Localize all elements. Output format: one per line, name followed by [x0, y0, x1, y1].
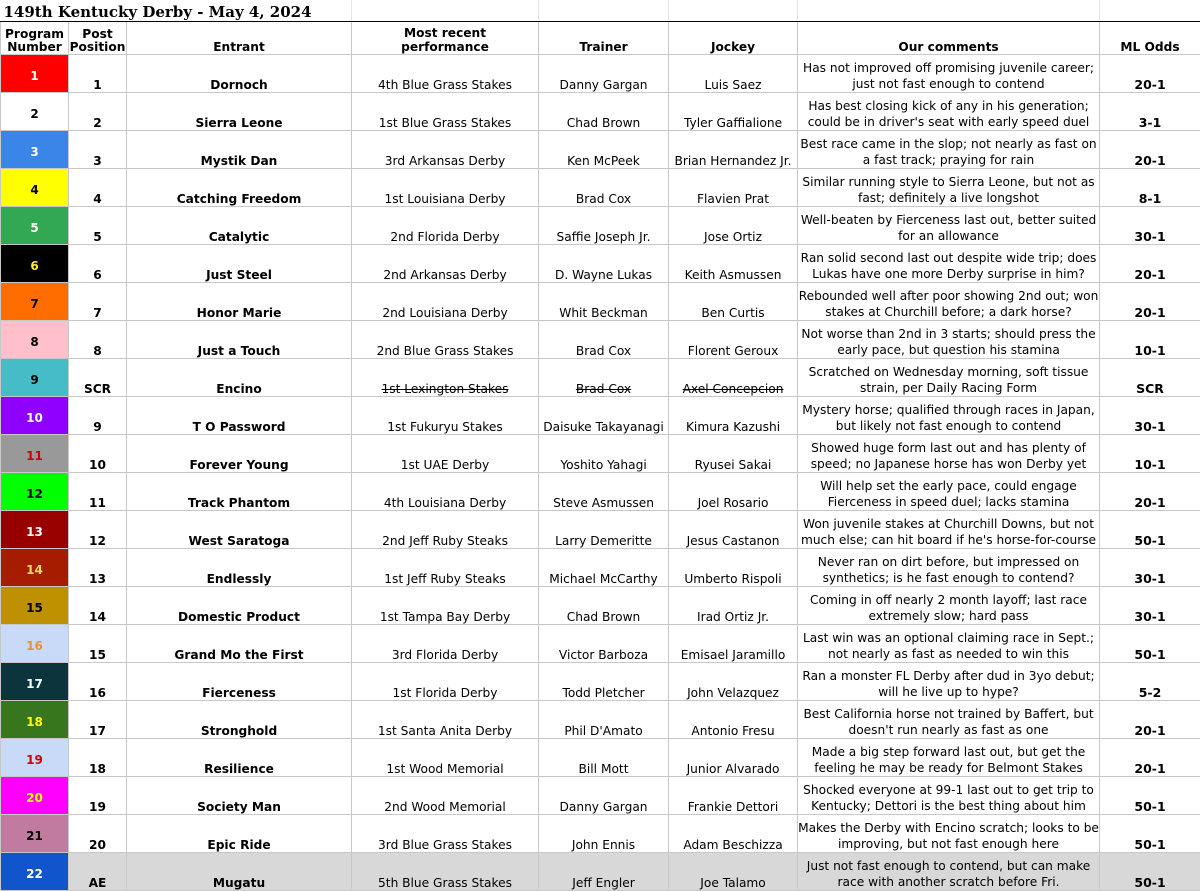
- table-row: [1, 397, 1200, 435]
- header-ml-odds: ML Odds: [1100, 22, 1200, 55]
- comment: Has not improved off promising juvenile career; just not fast enough to contend: [798, 55, 1100, 93]
- trainer-name: Danny Gargan: [539, 777, 669, 815]
- post-position: 19: [69, 777, 127, 815]
- ml-odds: 50-1: [1100, 777, 1200, 815]
- table-row: [1, 815, 1200, 853]
- header-most-recent-performance: Most recent performance: [352, 22, 539, 55]
- entrant-name: Dornoch: [127, 55, 352, 93]
- comment: Rebounded well after poor showing 2nd out; won stakes at Churchill before; a dark horse?: [798, 283, 1100, 321]
- post-position: 14: [69, 587, 127, 625]
- jockey-name: Junior Alvarado: [669, 739, 798, 777]
- program-number: 13: [1, 511, 69, 549]
- trainer-name: Larry Demeritte: [539, 511, 669, 549]
- entrant-name: Epic Ride: [127, 815, 352, 853]
- comment: Scratched on Wednesday morning, soft tissue strain, per Daily Racing Form: [798, 359, 1100, 397]
- entrant-name: Just a Touch: [127, 321, 352, 359]
- entrant-name: Catalytic: [127, 207, 352, 245]
- jockey-name: Jesus Castanon: [669, 511, 798, 549]
- ml-odds: 10-1: [1100, 435, 1200, 473]
- jockey-name: Jose Ortiz: [669, 207, 798, 245]
- ml-odds: 20-1: [1100, 283, 1200, 321]
- ml-odds: 50-1: [1100, 853, 1200, 891]
- program-number: 7: [1, 283, 69, 321]
- most-recent-performance: 3rd Florida Derby: [352, 625, 539, 663]
- trainer-name: Brad Cox: [539, 169, 669, 207]
- program-number: 1: [1, 55, 69, 93]
- program-number: 15: [1, 587, 69, 625]
- comment: Never ran on dirt before, but impressed on synthetics; is he fast enough to contend?: [798, 549, 1100, 587]
- post-position: 15: [69, 625, 127, 663]
- table-row: [1, 739, 1200, 777]
- ml-odds: 20-1: [1100, 131, 1200, 169]
- comment: Won juvenile stakes at Churchill Downs, but not much else; can hit board if he's horse-for-course: [798, 511, 1100, 549]
- entrant-name: Endlessly: [127, 549, 352, 587]
- jockey-name: Axel Concepcion: [669, 359, 798, 397]
- program-number: 20: [1, 777, 69, 815]
- entrant-name: T O Password: [127, 397, 352, 435]
- post-position: AE: [69, 853, 127, 891]
- entrant-name: Resilience: [127, 739, 352, 777]
- most-recent-performance: 5th Blue Grass Stakes: [352, 853, 539, 891]
- program-number: 18: [1, 701, 69, 739]
- most-recent-performance: 2nd Wood Memorial: [352, 777, 539, 815]
- post-position: 7: [69, 283, 127, 321]
- most-recent-performance: 2nd Florida Derby: [352, 207, 539, 245]
- table-row: [1, 283, 1200, 321]
- ml-odds: 30-1: [1100, 549, 1200, 587]
- entrant-name: Stronghold: [127, 701, 352, 739]
- comment: Not worse than 2nd in 3 starts; should press the early pace, but question his stamina: [798, 321, 1100, 359]
- comment: Well-beaten by Fierceness last out, better suited for an allowance: [798, 207, 1100, 245]
- program-number: 12: [1, 473, 69, 511]
- jockey-name: Frankie Dettori: [669, 777, 798, 815]
- program-number: 22: [1, 853, 69, 891]
- ml-odds: 8-1: [1100, 169, 1200, 207]
- entrant-name: Fierceness: [127, 663, 352, 701]
- trainer-name: Todd Pletcher: [539, 663, 669, 701]
- jockey-name: Antonio Fresu: [669, 701, 798, 739]
- jockey-name: Luis Saez: [669, 55, 798, 93]
- entrant-name: Society Man: [127, 777, 352, 815]
- table-row: [1, 853, 1200, 891]
- most-recent-performance: 1st Florida Derby: [352, 663, 539, 701]
- ml-odds: 5-2: [1100, 663, 1200, 701]
- program-number: 17: [1, 663, 69, 701]
- comment: Made a big step forward last out, but get the feeling he may be ready for Belmont Stakes: [798, 739, 1100, 777]
- most-recent-performance: 2nd Blue Grass Stakes: [352, 321, 539, 359]
- comment: Best race came in the slop; not nearly as fast on a fast track; praying for rain: [798, 131, 1100, 169]
- jockey-name: Keith Asmussen: [669, 245, 798, 283]
- trainer-name: Steve Asmussen: [539, 473, 669, 511]
- table-row: [1, 587, 1200, 625]
- most-recent-performance: 2nd Arkansas Derby: [352, 245, 539, 283]
- post-position: SCR: [69, 359, 127, 397]
- most-recent-performance: 4th Louisiana Derby: [352, 473, 539, 511]
- comment: Best California horse not trained by Baffert, but doesn't run nearly as fast as one: [798, 701, 1100, 739]
- post-position: 12: [69, 511, 127, 549]
- comment: Has best closing kick of any in his generation; could be in driver's seat with early speed duel: [798, 93, 1100, 131]
- comment: Ran solid second last out despite wide trip; does Lukas have one more Derby surprise in him?: [798, 245, 1100, 283]
- jockey-name: Flavien Prat: [669, 169, 798, 207]
- most-recent-performance: 1st Jeff Ruby Steaks: [352, 549, 539, 587]
- post-position: 5: [69, 207, 127, 245]
- most-recent-performance: 1st Wood Memorial: [352, 739, 539, 777]
- table-row: [1, 777, 1200, 815]
- post-position: 4: [69, 169, 127, 207]
- post-position: 17: [69, 701, 127, 739]
- ml-odds: 50-1: [1100, 625, 1200, 663]
- ml-odds: 20-1: [1100, 701, 1200, 739]
- post-position: 18: [69, 739, 127, 777]
- post-position: 13: [69, 549, 127, 587]
- comment: Coming in off nearly 2 month layoff; last race extremely slow; hard pass: [798, 587, 1100, 625]
- table-row: [1, 207, 1200, 245]
- entrant-name: Encino: [127, 359, 352, 397]
- program-number: 11: [1, 435, 69, 473]
- most-recent-performance: 2nd Louisiana Derby: [352, 283, 539, 321]
- post-position: 3: [69, 131, 127, 169]
- most-recent-performance: 1st UAE Derby: [352, 435, 539, 473]
- trainer-name: Daisuke Takayanagi: [539, 397, 669, 435]
- table-row: [1, 55, 1200, 93]
- post-position: 6: [69, 245, 127, 283]
- header-row: [1, 22, 1200, 55]
- jockey-name: Florent Geroux: [669, 321, 798, 359]
- most-recent-performance: 4th Blue Grass Stakes: [352, 55, 539, 93]
- most-recent-performance: 3rd Blue Grass Stakes: [352, 815, 539, 853]
- ml-odds: 20-1: [1100, 245, 1200, 283]
- ml-odds: SCR: [1100, 359, 1200, 397]
- table-row: [1, 663, 1200, 701]
- trainer-name: Chad Brown: [539, 93, 669, 131]
- ml-odds: 30-1: [1100, 587, 1200, 625]
- most-recent-performance: 1st Blue Grass Stakes: [352, 93, 539, 131]
- trainer-name: D. Wayne Lukas: [539, 245, 669, 283]
- table-row: [1, 131, 1200, 169]
- comment: Will help set the early pace, could engage Fierceness in speed duel; lacks stamina: [798, 473, 1100, 511]
- table-row: [1, 701, 1200, 739]
- table-row: [1, 625, 1200, 663]
- ml-odds: 30-1: [1100, 207, 1200, 245]
- post-position: 2: [69, 93, 127, 131]
- jockey-name: Adam Beschizza: [669, 815, 798, 853]
- header-trainer: Trainer: [539, 22, 669, 55]
- jockey-name: Joel Rosario: [669, 473, 798, 511]
- table-row: [1, 549, 1200, 587]
- comment: Just not fast enough to contend, but can make race with another scratch before Fri.: [798, 853, 1100, 891]
- sheet-title: 149th Kentucky Derby - May 4, 2024: [1, 0, 352, 22]
- jockey-name: Kimura Kazushi: [669, 397, 798, 435]
- comment: Shocked everyone at 99-1 last out to get trip to Kentucky; Dettori is the best thing about him: [798, 777, 1100, 815]
- trainer-name: Michael McCarthy: [539, 549, 669, 587]
- program-number: 14: [1, 549, 69, 587]
- table-row: [1, 435, 1200, 473]
- trainer-name: Whit Beckman: [539, 283, 669, 321]
- post-position: 8: [69, 321, 127, 359]
- comment: Ran a monster FL Derby after dud in 3yo debut; will he live up to hype?: [798, 663, 1100, 701]
- jockey-name: John Velazquez: [669, 663, 798, 701]
- most-recent-performance: 2nd Jeff Ruby Steaks: [352, 511, 539, 549]
- ml-odds: 3-1: [1100, 93, 1200, 131]
- program-number: 6: [1, 245, 69, 283]
- entrant-name: Grand Mo the First: [127, 625, 352, 663]
- trainer-name: Bill Mott: [539, 739, 669, 777]
- trainer-name: Saffie Joseph Jr.: [539, 207, 669, 245]
- trainer-name: Danny Gargan: [539, 55, 669, 93]
- entrant-name: Catching Freedom: [127, 169, 352, 207]
- table-row: [1, 169, 1200, 207]
- entrant-name: West Saratoga: [127, 511, 352, 549]
- program-number: 3: [1, 131, 69, 169]
- ml-odds: 20-1: [1100, 739, 1200, 777]
- program-number: 10: [1, 397, 69, 435]
- trainer-name: Chad Brown: [539, 587, 669, 625]
- trainer-name: Brad Cox: [539, 359, 669, 397]
- table-row: [1, 321, 1200, 359]
- most-recent-performance: 1st Louisiana Derby: [352, 169, 539, 207]
- jockey-name: Tyler Gaffialione: [669, 93, 798, 131]
- jockey-name: Irad Ortiz Jr.: [669, 587, 798, 625]
- jockey-name: Umberto Rispoli: [669, 549, 798, 587]
- post-position: 9: [69, 397, 127, 435]
- program-number: 19: [1, 739, 69, 777]
- trainer-name: Yoshito Yahagi: [539, 435, 669, 473]
- comment: Last win was an optional claiming race in Sept.; not nearly as fast as needed to win this: [798, 625, 1100, 663]
- program-number: 16: [1, 625, 69, 663]
- program-number: 5: [1, 207, 69, 245]
- most-recent-performance: 1st Lexington Stakes: [352, 359, 539, 397]
- trainer-name: John Ennis: [539, 815, 669, 853]
- header-entrant: Entrant: [127, 22, 352, 55]
- post-position: 16: [69, 663, 127, 701]
- post-position: 1: [69, 55, 127, 93]
- program-number: 8: [1, 321, 69, 359]
- trainer-name: Jeff Engler: [539, 853, 669, 891]
- header-post-position: Post Position: [69, 22, 127, 55]
- comment: Mystery horse; qualified through races in Japan, but likely not fast enough to contend: [798, 397, 1100, 435]
- program-number: 4: [1, 169, 69, 207]
- trainer-name: Phil D'Amato: [539, 701, 669, 739]
- table-row: [1, 245, 1200, 283]
- ml-odds: 30-1: [1100, 397, 1200, 435]
- header-jockey: Jockey: [669, 22, 798, 55]
- title-row: [1, 0, 1200, 22]
- program-number: 2: [1, 93, 69, 131]
- comment: Showed huge form last out and has plenty of speed; no Japanese horse has won Derby yet: [798, 435, 1100, 473]
- header-our-comments: Our comments: [798, 22, 1100, 55]
- table-row: [1, 511, 1200, 549]
- entrant-name: Domestic Product: [127, 587, 352, 625]
- post-position: 10: [69, 435, 127, 473]
- most-recent-performance: 1st Fukuryu Stakes: [352, 397, 539, 435]
- entrant-name: Mugatu: [127, 853, 352, 891]
- ml-odds: 50-1: [1100, 511, 1200, 549]
- ml-odds: 10-1: [1100, 321, 1200, 359]
- entrant-name: Mystik Dan: [127, 131, 352, 169]
- jockey-name: Emisael Jaramillo: [669, 625, 798, 663]
- table-row: [1, 93, 1200, 131]
- jockey-name: Joe Talamo: [669, 853, 798, 891]
- program-number: 9: [1, 359, 69, 397]
- entrant-name: Honor Marie: [127, 283, 352, 321]
- post-position: 11: [69, 473, 127, 511]
- table-row: [1, 359, 1200, 397]
- header-program-number: Program Number: [1, 22, 69, 55]
- ml-odds: 50-1: [1100, 815, 1200, 853]
- ml-odds: 20-1: [1100, 55, 1200, 93]
- jockey-name: Ben Curtis: [669, 283, 798, 321]
- most-recent-performance: 1st Tampa Bay Derby: [352, 587, 539, 625]
- jockey-name: Ryusei Sakai: [669, 435, 798, 473]
- comment: Makes the Derby with Encino scratch; looks to be improving, but not fast enough here: [798, 815, 1100, 853]
- trainer-name: Brad Cox: [539, 321, 669, 359]
- most-recent-performance: 1st Santa Anita Derby: [352, 701, 539, 739]
- post-position: 20: [69, 815, 127, 853]
- entrant-name: Sierra Leone: [127, 93, 352, 131]
- trainer-name: Ken McPeek: [539, 131, 669, 169]
- trainer-name: Victor Barboza: [539, 625, 669, 663]
- comment: Similar running style to Sierra Leone, but not as fast; definitely a live longshot: [798, 169, 1100, 207]
- jockey-name: Brian Hernandez Jr.: [669, 131, 798, 169]
- most-recent-performance: 3rd Arkansas Derby: [352, 131, 539, 169]
- table-row: [1, 473, 1200, 511]
- entrant-name: Just Steel: [127, 245, 352, 283]
- ml-odds: 20-1: [1100, 473, 1200, 511]
- program-number: 21: [1, 815, 69, 853]
- entrant-name: Forever Young: [127, 435, 352, 473]
- entrant-name: Track Phantom: [127, 473, 352, 511]
